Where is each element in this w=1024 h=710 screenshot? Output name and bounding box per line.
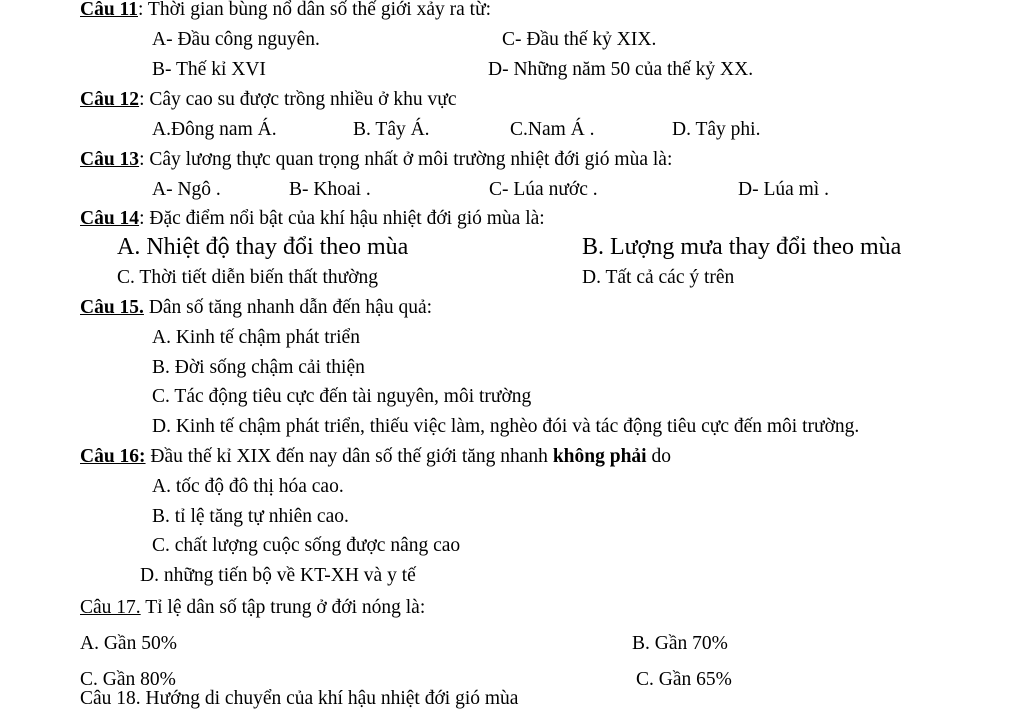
question-11 xyxy=(80,0,491,22)
q12-option-a: A.Đông nam Á. xyxy=(152,119,277,140)
q17-option-b: B. Gần 70% xyxy=(632,633,728,654)
q16-option-b: B. tỉ lệ tăng tự nhiên cao. xyxy=(152,506,349,527)
question-text: Đầu thế kỉ XIX đến nay dân số thế giới tăng nhanh xyxy=(145,446,553,467)
question-text: : Cây cao su được trồng nhiều ở khu vực xyxy=(139,89,457,110)
question-label: Câu 12 xyxy=(80,89,140,110)
q17-option-a: A. Gần 50% xyxy=(80,633,177,654)
question-text: : Thời gian bùng nổ dân số thế giới xảy ra từ: xyxy=(137,0,492,20)
question-text: : Đặc điểm nổi bật của khí hậu nhiệt đới gió mùa là: xyxy=(139,208,545,229)
question-16 xyxy=(80,445,671,469)
question-label: Câu 16: xyxy=(80,446,146,467)
q15-option-b: B. Đời sống chậm cải thiện xyxy=(152,357,365,378)
q14-option-d: D. Tất cả các ý trên xyxy=(582,267,735,288)
question-label: Câu 13 xyxy=(80,149,140,170)
q16-option-d: D. những tiến bộ về KT-XH và y tế xyxy=(140,565,416,586)
q12-option-c: C.Nam Á . xyxy=(510,119,595,140)
question-emphasis: không phải xyxy=(552,446,647,467)
question-label: Câu 14 xyxy=(80,208,140,229)
q14-option-c: C. Thời tiết diễn biến thất thường xyxy=(117,267,379,288)
cut-off-line xyxy=(80,688,720,710)
question-label: Câu 17. xyxy=(80,597,141,618)
q12-option-d: D. Tây phi. xyxy=(672,119,761,140)
q15-option-d: D. Kinh tế chậm phát triển, thiếu việc làm, nghèo đói và tác động tiêu cực đến môi trường. xyxy=(152,416,860,437)
q17-option-d: C. Gần 65% xyxy=(636,669,732,690)
question-text: Dân số tăng nhanh dẫn đến hậu quả: xyxy=(143,297,433,318)
question-text-tail: do xyxy=(646,446,671,467)
q12-option-b: B. Tây Á. xyxy=(353,119,430,140)
q17-option-c: C. Gần 80% xyxy=(80,669,176,690)
question-17 xyxy=(80,596,425,620)
q14-option-b: B. Lượng mưa thay đổi theo mùa xyxy=(582,234,902,260)
question-12 xyxy=(80,88,456,112)
q14-option-a: A. Nhiệt độ thay đổi theo mùa xyxy=(117,234,409,260)
question-15 xyxy=(80,296,432,320)
q16-option-c: C. chất lượng cuộc sống được nâng cao xyxy=(152,535,461,556)
question-14 xyxy=(80,207,545,231)
q13-option-d: D- Lúa mì . xyxy=(738,179,829,200)
q13-option-b: B- Khoai . xyxy=(289,179,371,200)
q11-option-b: B- Thế kỉ XVI xyxy=(152,59,266,80)
question-label: Câu 11 xyxy=(80,0,138,20)
q16-option-a: A. tốc độ đô thị hóa cao. xyxy=(152,476,344,497)
question-text: : Cây lương thực quan trọng nhất ở môi trường nhiệt đới gió mùa là: xyxy=(139,149,673,170)
q18-partial-text: Câu 18. Hướng di chuyển của khí hậu nhiệt đới gió mùa xyxy=(80,688,519,709)
question-13 xyxy=(80,148,672,172)
question-text: Tỉ lệ dân số tập trung ở đới nóng là: xyxy=(140,597,426,618)
q15-option-c: C. Tác động tiêu cực đến tài nguyên, môi trường xyxy=(152,386,532,407)
q11-option-c: C- Đầu thế kỷ XIX. xyxy=(502,29,657,50)
question-label: Câu 15. xyxy=(80,297,144,318)
q11-option-d: D- Những năm 50 của thế kỷ XX. xyxy=(488,59,754,80)
q15-option-a: A. Kinh tế chậm phát triển xyxy=(152,327,360,348)
q11-option-a: A- Đầu công nguyên. xyxy=(152,29,320,50)
q13-option-a: A- Ngô . xyxy=(152,179,221,200)
q13-option-c: C- Lúa nước . xyxy=(489,179,598,200)
